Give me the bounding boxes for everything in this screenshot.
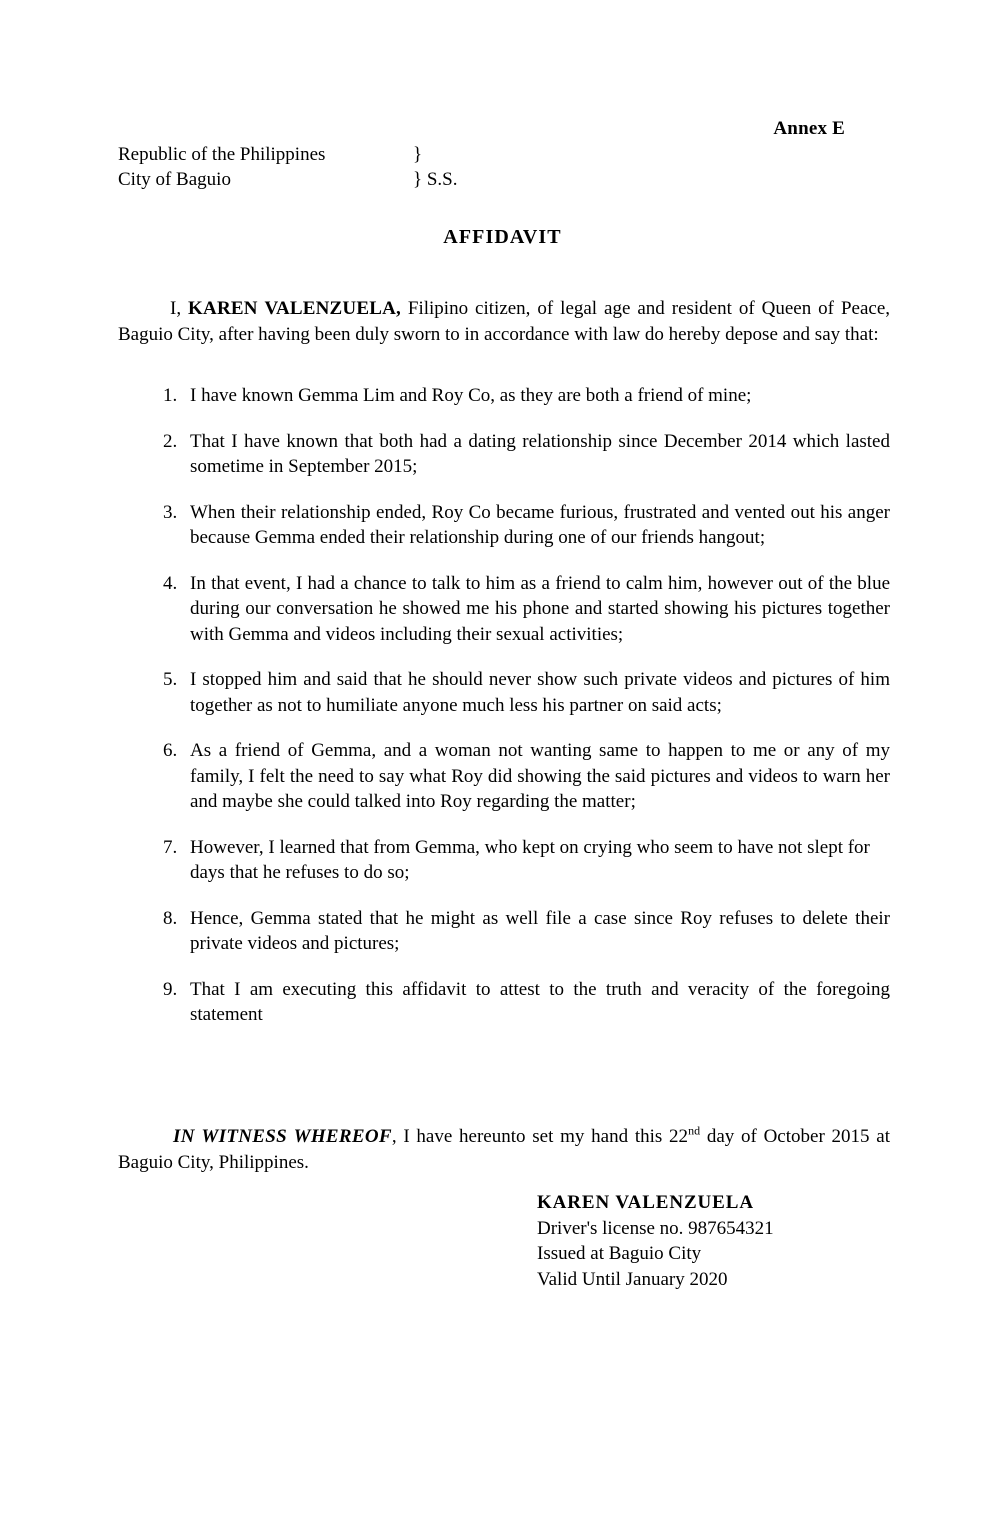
- annex-label: Annex E: [773, 118, 845, 139]
- venue-block: [118, 142, 898, 192]
- venue-city: City of Baguio: [118, 169, 231, 190]
- list-item-text: As a friend of Gemma, and a woman not wanting same to happen to me or any of my family, I felt the need to say what Roy did showing the said pictures and videos to warn her and maybe she could talked into Roy regarding the matter;: [190, 740, 890, 812]
- affiant-name: KAREN VALENZUELA,: [188, 298, 401, 319]
- list-item-number: 2.: [163, 430, 178, 452]
- witness-middle-text: , I have hereunto set my hand this 22: [391, 1126, 689, 1147]
- list-item-number: 7.: [163, 836, 178, 858]
- list-item-text: When their relationship ended, Roy Co became furious, frustrated and vented out his anger because Gemma ended their relationship during one of our friends hangout;: [190, 501, 890, 548]
- witness-lead-text: IN WITNESS WHEREOF: [173, 1126, 392, 1147]
- intro-pronoun: I,: [170, 298, 189, 319]
- list-item: [118, 835, 890, 886]
- list-item: [118, 977, 890, 1028]
- list-item: [118, 383, 890, 409]
- venue-city-brace: } S.S.: [413, 169, 458, 190]
- list-item-text: That I am executing this affidavit to attest to the truth and veracity of the foregoing statement: [190, 978, 890, 1025]
- intro-body: Filipino citizen, of legal age and resident of Queen of Peace, Baguio City, after having been duly sworn to in accordance with law do hereby depose and say that:: [118, 298, 891, 345]
- venue-country-brace: }: [413, 144, 423, 165]
- signature-block: [537, 1190, 957, 1292]
- list-item-number: 1.: [163, 385, 178, 406]
- intro-paragraph: [118, 296, 890, 347]
- signatory-validity: Valid Until January 2020: [537, 1268, 728, 1290]
- list-item: [118, 667, 890, 718]
- signatory-issued-at: Issued at Baguio City: [537, 1243, 702, 1264]
- list-item: [118, 906, 890, 957]
- list-item-number: 6.: [163, 740, 178, 761]
- list-item: [118, 429, 890, 480]
- list-item-number: 4.: [163, 572, 178, 594]
- document-title: AFFIDAVIT: [443, 226, 562, 248]
- list-item-text: Hence, Gemma stated that he might as well file a case since Roy refuses to delete their private videos and pictures;: [190, 907, 890, 954]
- ordinal-suffix: nd: [688, 1123, 701, 1138]
- list-item-text: However, I learned that from Gemma, who kept on crying who seem to have not slept for days that he refuses to do so;: [190, 836, 870, 883]
- list-item-text: I have known Gemma Lim and Roy Co, as they are both a friend of mine;: [190, 385, 752, 406]
- witness-clause: [118, 1124, 890, 1175]
- list-item-text: In that event, I had a chance to talk to him as a friend to calm him, however out of the blue during our conversation he showed me his phone and started showing his pictures together with Gemma and videos including their sexual activities;: [190, 572, 890, 645]
- venue-row-city: [118, 167, 898, 192]
- statements-list: [118, 383, 890, 1048]
- list-item-number: 3.: [163, 501, 178, 523]
- list-item-text: I stopped him and said that he should never show such private videos and pictures of him together as not to humiliate anyone much less his partner on said acts;: [190, 669, 890, 716]
- venue-country: Republic of the Philippines: [118, 144, 326, 165]
- list-item-text: That I have known that both had a dating relationship since December 2014 which lasted sometime in September 2015;: [190, 430, 890, 477]
- witness-tail-text: day of October 2015 at Baguio City, Philippines.: [118, 1126, 890, 1173]
- signatory-name: KAREN VALENZUELA: [537, 1192, 754, 1213]
- signatory-license: Driver's license no. 987654321: [537, 1217, 774, 1239]
- list-item-number: 8.: [163, 907, 178, 929]
- list-item: [118, 571, 890, 648]
- list-item: [118, 500, 890, 551]
- venue-row-country: [118, 142, 898, 167]
- list-item-number: 9.: [163, 978, 178, 1000]
- list-item-number: 5.: [163, 669, 178, 690]
- list-item: [118, 738, 890, 815]
